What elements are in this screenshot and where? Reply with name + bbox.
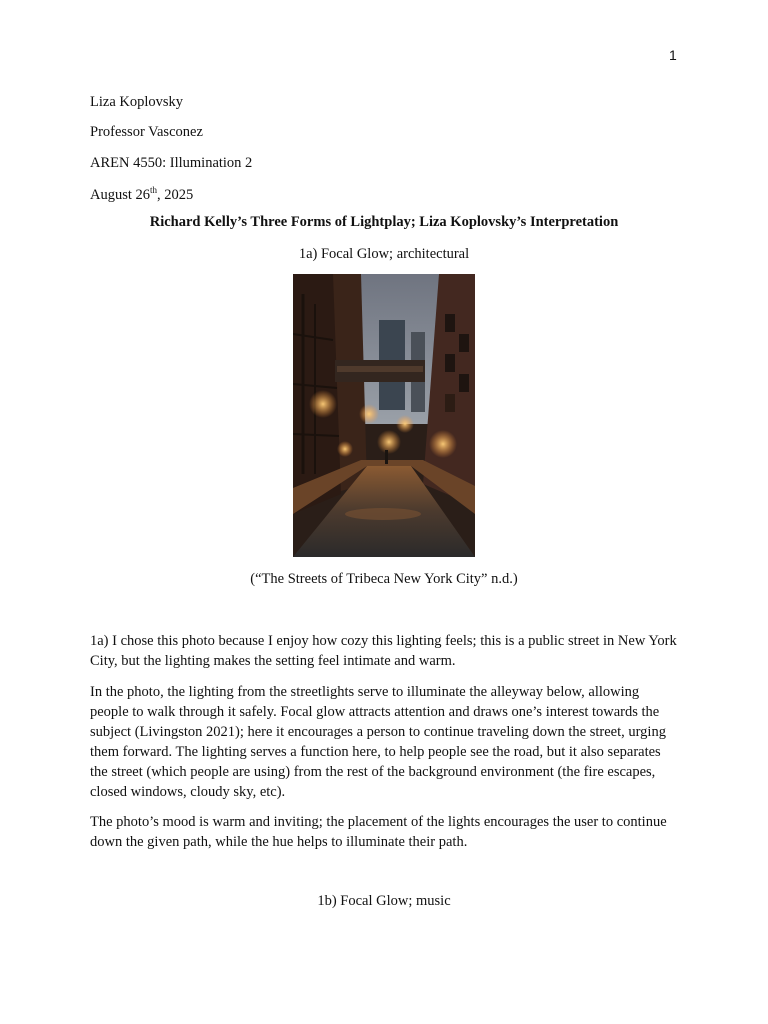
paragraph-3: The photo’s mood is warm and inviting; the placement of the lights encourages the user to continue down the given path, while the hue helps to illuminate their path. (90, 814, 667, 850)
page-number: 1 (669, 47, 677, 63)
section-1a-heading: 1a) Focal Glow; architectural (298, 246, 470, 262)
image-caption: (“The Streets of Tribeca New York City” n.d.) (250, 571, 518, 587)
date-prefix: August 26 (90, 186, 151, 203)
date-superscript: th (150, 185, 158, 195)
paragraph-1: 1a) I chose this photo because I enjoy how cozy this lighting feels; this is a public street in New York City, but the lighting makes the setting feel intimate and warm. (90, 633, 677, 669)
section-1b-heading: 1b) Focal Glow; music (317, 893, 451, 909)
paragraph-2: In the photo, the lighting from the streetlights serve to illuminate the alleyway below, allowing people to walk through it safely. Focal glow attracts attention and draws one’s interest towards the subject (Livingston 2021); here it encourages a person to continue traveling down the street, urging them forward. The lighting serves a function here, to help people see the road, but it also separates the street (which people are using) from the rest of the background environment (the fire escapes, closed windows, cloudy sky, etc). (90, 684, 666, 800)
date-suffix: , 2025 (157, 186, 194, 203)
document-title: Richard Kelly’s Three Forms of Lightplay; Liza Koplovsky’s Interpretation (149, 214, 619, 230)
tribeca-street-photo (293, 274, 475, 557)
professor-name: Professor Vasconez (90, 124, 203, 140)
date-line (90, 185, 193, 204)
course-name: AREN 4550: Illumination 2 (90, 155, 253, 171)
author-name: Liza Koplovsky (90, 94, 184, 110)
